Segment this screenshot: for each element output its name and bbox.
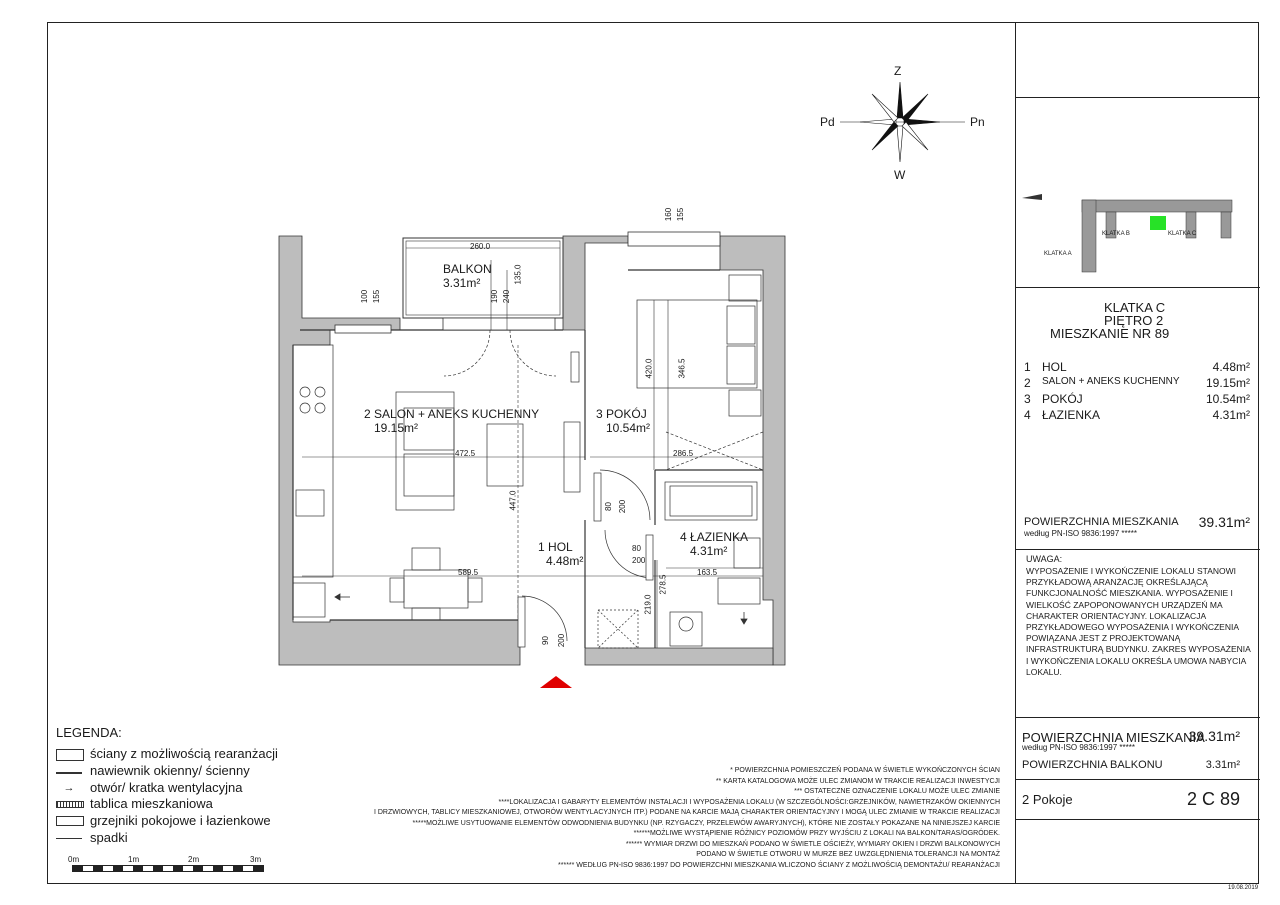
key-plan [1016,98,1260,288]
dim-door-e-b: 200 [557,633,567,648]
dim-pokoj-h1: 420.0 [644,358,654,379]
furniture [390,352,580,620]
scale-0: 0m [68,855,80,864]
room-label-lazienka: 4 ŁAZIENKA 4.31m² [680,530,749,558]
dim-hol-h: 447.0 [508,490,518,511]
dim-door-e-a: 90 [540,636,550,645]
room-list-row: 2 SALON + ANEKS KUCHENNY 19.15m² [1024,376,1250,390]
radiator-icon [56,816,84,826]
balcony-area-label: POWIERZCHNIA BALKONU [1022,759,1163,771]
key-plan-b: KLATKA B [1102,231,1130,237]
note-box [1016,550,1260,718]
date-label: 19.08.2019 [1228,885,1259,891]
note-title: UWAGA: [1026,554,1063,564]
dim-win3-a: 160 [664,207,674,222]
total-area-sub: według PN-ISO 9836:1997 ***** [1024,529,1137,538]
scale-bar [72,865,264,872]
compass-rose [840,82,965,162]
legend-title: LEGENDA: [56,725,122,740]
air-inlet-icon [56,766,82,774]
scale-1: 1m [128,855,140,864]
code-box [1016,780,1260,820]
room-label-pokoj: 3 POKÓJ 10.54m² [596,407,651,435]
key-plan-a: KLATKA A [1044,251,1072,257]
room-list-row: 3 POKÓJ 10.54m² [1024,392,1250,406]
entrance-arrow [540,676,572,688]
floor-label: PIĘTRO 2 [1104,313,1164,328]
vent-arrow-icon: → [63,782,75,794]
compass-south: W [894,168,906,182]
total-area-value: 39.31m² [1198,514,1250,530]
room-label-hol: 1 HOL 4.48m² [538,540,584,568]
summary-area-sub: według PN-ISO 9836:1997 ***** [1022,743,1135,752]
info-panel [1015,22,1259,884]
key-plan-c: KLATKA C [1168,231,1197,237]
rearrangeable-wall-icon [56,749,84,761]
dim-win1-a: 100 [360,289,370,304]
walls [279,236,785,665]
summary-box [1016,718,1260,780]
balcony-label: BALKON 3.31m² [443,262,492,290]
note-text: WYPOSAŻENIE I WYKOŃCZENIE LOKALU STANOWI PRZYKŁADOWĄ ARANŻACJĘ OKREŚLAJĄCĄ FUNKCJONALNOŚĆ MIESZKANIA. WYPOSAŻENIE I WIELKOŚĆ ZAPOPONOWANYCH URZĄDZEŃ MA CHARAKTER ORIENTACYJNY. LOKALIZACJA PRZYKŁADOWEGO WYPOSAŻENIA I WYKOŃCZENIA POWIĄZANA JEST Z PROJEKTOWANĄ INFRASTRUKTURĄ BUDYNKU. ZAKRES WYPOSAŻENIA I WYKOŃCZENIA LOKALU OKREŚLA UMOWA NABYCIA LOKALU. [1026,566,1251,677]
key-plan-box [1016,98,1260,288]
doors [444,330,653,647]
dim-door-p-b: 200 [618,499,628,514]
flat-label: MIESZKANIE NR 89 [1050,326,1170,341]
summary-area-value: 39.31m² [1188,728,1240,744]
scale-2: 2m [188,855,200,864]
rooms-count: 2 Pokoje [1022,792,1073,807]
panel-header-box [1016,22,1260,98]
dim-door-p-a: 80 [603,502,613,511]
dim-balcony-d3: 135.0 [513,264,523,285]
room-list-row: 1 HOL 4.48m² [1024,360,1250,374]
room-list-row: 4 ŁAZIENKA 4.31m² [1024,408,1250,422]
dim-pokoj-width: 286.5 [673,449,694,458]
balcony-area-value: 3.31m² [1205,759,1240,771]
compass-east: Pn [970,115,985,129]
compass-west: Pd [820,115,835,129]
apartment-code: 2 C 89 [1186,789,1240,809]
electric-panel-icon [56,801,84,808]
stair-label: KLATKA C [1104,300,1166,315]
dim-win1-b: 155 [372,289,382,304]
bed [637,275,761,416]
total-area-label: POWIERZCHNIA MIESZKANIA [1024,516,1179,528]
dim-salon-width: 472.5 [455,449,476,458]
dim-balcony-d1: 190 [490,289,500,304]
apartment-info-box [1016,288,1260,550]
dim-door-l-a: 80 [632,544,641,553]
dim-lazienka-width: 163.5 [697,568,718,577]
dim-pokoj-h2: 346.5 [677,358,687,379]
dim-balcony-width: 260.0 [470,242,491,251]
dim-door-l-b: 200 [632,556,646,565]
dim-total-width: 589.5 [458,568,479,577]
dim-balcony-d2: 240 [502,289,512,304]
compass-north: Z [894,64,902,78]
room-list [1024,360,1250,424]
scale-3: 3m [250,855,262,864]
slope-icon [56,833,82,839]
dim-lazienka-h2: 219.0 [643,594,653,615]
footnotes: * POWIERZCHNIA POMIESZCZEŃ PODANA W ŚWIETLE WYKOŃCZONYCH ŚCIAN ** KARTA KATALOGOWA MOŻE ULEC ZMIANOM W TRAKCIE REALIZACJI INWESTYCJI *** OSTATECZNE OZNACZENIE LOKALU MOŻE ULEC ZMIANIE ****LOKALIZACJA I GABARYTY ELEMENTÓW INSTALACJI I WYPOSAŻENIA LOKALU (W SZCZEGÓLNOŚCI:GRZEJNIKÓW, NAWIETRZAKÓW OKIENNYCH I DRZWIOWYCH, TABLICY MIESZKANIOWEJ, OTWORÓW WENTYLACYJNYCH ITP.) PODANE NA KARCIE MAJĄ CHARAKTER ORIENTACYJNY I MOGĄ ULEC ZMIANIE W TRAKCIE REALIZACJI *****MOŻLIWE USYTUOWANIE ELEMENTÓW ODWODNIENIA BUDYNKU (NP. RZYGACZY, PRZELEWÓW AWARYJNYCH), KTÓRE NIE ZOSTAŁY POKAZANE NA NINIEJSZEJ KARCIE ******MOŻLIWE WYSTĄPIENIE RÓŻNICY POZIOMÓW PRZY WYJŚCIU Z LOKALI NA BALKON/TARAS/OGRÓDEK. ****** WYMIAR DRZWI DO MIESZKAŃ PODANO W ŚWIETLE OŚCIEŻY, WYMIARY OKIEN I DRZWI BALKONOWYCH PODANO W ŚWIETLE OTWORU W MURZE BEZ UWZGLĘDNIENIA TOLERANCJI NA MONTAŻ ****** WEDŁUG PN-ISO 9836:1997 DO POWIERZCHNI MIESZKANIA WLICZONO ŚCIANY Z MOŻLIWOŚCIĄ DEMONTAŻU/ REARANŻACJI [373,767,1000,869]
room-label-salon: 2 SALON + ANEKS KUCHENNY 19.15m² [364,407,540,435]
dim-lazienka-h1: 278.5 [658,574,668,595]
summary-area-label: POWIERZCHNIA MIESZKANIA [1022,730,1205,745]
dim-win3-b: 155 [676,207,686,222]
